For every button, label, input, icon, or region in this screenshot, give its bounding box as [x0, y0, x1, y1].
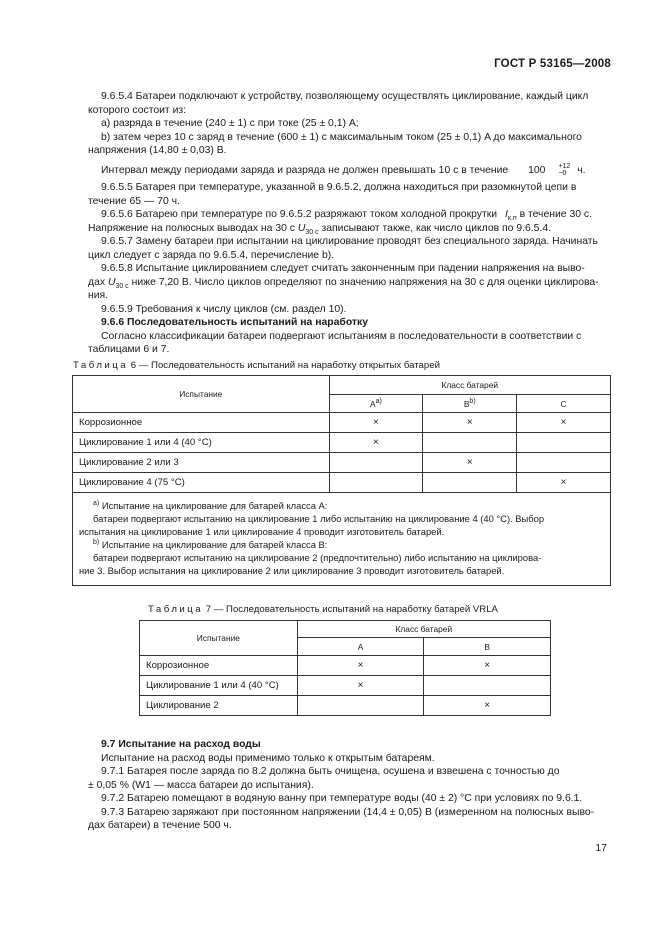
text-line: 9.6.5.6 Батарею при температуре по 9.6.5.2 разряжают током холодной прокрутки $I_{к.п}$ в течение 30 с. [101, 209, 592, 223]
table-row: Циклирование 2 × [140, 696, 551, 716]
table-7-caption: Таблица 7 — Последовательность испытаний на наработку батарей VRLA [148, 604, 498, 615]
text-line: 9.6.5.8 Испытание циклированием следует считать законченным при падении напряжения на выво- [101, 263, 585, 274]
text-line: напряжения (14,80 ± 0,03) В. [88, 145, 227, 156]
table-row: Циклирование 1 или 4 (40 °C) × [140, 676, 551, 696]
clause-9-7 [88, 738, 610, 833]
interval-statement [88, 163, 610, 177]
table-header-class-b: $B^{b)}$ [423, 395, 517, 413]
text-line: течение 65 — 70 ч. [88, 195, 180, 207]
interval-unit: ч. [577, 164, 586, 176]
section-heading: 9.6.6 Последовательность испытаний на наработку [101, 317, 368, 328]
clause-9-6-5-4 [88, 90, 610, 158]
text-line: которого состоит из: [88, 104, 187, 116]
text-line: 9.6.5.9 Требования к числу циклов (см. раздел 10). [101, 303, 347, 315]
text-line: дах батареи) в течение 500 ч. [88, 820, 232, 831]
table-header-class-c: C [517, 395, 611, 413]
table-6-footnotes: $^{a)}$ Испытание на циклирование для батарей класса А: батареи подвергают испытанию на циклирование 1 либо испытанию на циклирование 4 (40 °C). Выбор испытания на циклирование 1 или циклирование 4 проводит изготовитель батарей. $^{b)}$ Испытание на циклирование для батарей класса В: батареи подвергают испытанию на циклирование 2 (предпочтительно) либо испытанию на циклирова- ние 3. Выбор испытания на циклирование 2 или циклирование 3 проводит изготовитель батарей. [73, 493, 611, 586]
text-line: 9.6.5.4 Батареи подключают к устройству, позволяющему осуществлять циклирование, каждый цикл [101, 91, 589, 102]
text-line: цикл следует с заряда по 9.6.5.4, перечисление b). [88, 249, 335, 261]
table-6 [72, 375, 611, 586]
text-line: дах $U_{30 с}$ ниже 7,20 В. Число циклов определяют по значению напряжения на 30 с для оценки циклирова- [88, 276, 599, 290]
table-6-caption: Таблица 6 — Последовательность испытаний на наработку открытых батарей [73, 360, 440, 371]
text-line: Напряжение на полюсных выводах на 30 с $U_{30 с}$ записывают также, как число циклов по 9.6.5.4. [88, 222, 551, 236]
table-row: Циклирование 1 или 4 (40 °C) × [73, 433, 611, 453]
text-line: 9.7.2 Батарею помещают в водяную ванну при температуре воды (40 ± 2) °C при условиях по 9.6.1. [101, 793, 583, 804]
table-header-class: Класс батарей [329, 376, 610, 395]
table-row: Коррозионное × × [140, 656, 551, 676]
interval-text: Интервал между периодами заряда и разряда не должен превышать 10 с в течение [101, 164, 509, 176]
text-line: a) разряда в течение (240 ± 1) с при токе (25 ± 0,1) A; [101, 118, 359, 129]
text-line: Испытание на расход воды применимо только к открытым батареям. [101, 752, 435, 764]
text-line: ния. [88, 290, 109, 301]
text-line: таблицами 6 и 7. [88, 344, 170, 355]
table-header-class-a: A [297, 638, 424, 656]
text-line: Согласно классификации батареи подвергают испытаниям в последовательности в соответствии с [101, 330, 582, 342]
table-header-class-a: $A^{a)}$ [329, 395, 423, 413]
page-number: 17 [595, 842, 607, 854]
table-header-test: Испытание [73, 376, 330, 413]
text-line: 9.7.1 Батарея после заряда по 8.2 должна быть очищена, осушена и взвешена с точностью до [101, 766, 560, 777]
text-line: b) затем через 10 с заряд в течение (600 ± 1) с максимальным током (25 ± 0,1) A до максимального [101, 131, 582, 143]
section-heading: 9.7 Испытание на расход воды [101, 739, 261, 750]
text-line: 9.6.5.7 Замену батареи при испытании на циклирование проводят без специального заряда. Начинать [101, 236, 598, 247]
table-row: Коррозионное × × × [73, 413, 611, 433]
table-row: Циклирование 2 или 3 × [73, 453, 611, 473]
table-header-test: Испытание [140, 621, 298, 656]
text-line: 9.6.5.5 Батарея при температуре, указанной в 9.6.5.2, должна находиться при разомкнутой цепи в [101, 182, 577, 193]
table-7 [139, 620, 551, 716]
document-header: ГОСТ Р 53165—2008 [494, 58, 611, 70]
text-line: 9.7.3 Батарею заряжают при постоянном напряжении (14,4 ± 0,05) В (измеренном на полюсных выво- [101, 806, 595, 818]
table-row: Циклирование 4 (75 °C) × [73, 473, 611, 493]
text-line: ± 0,05 % (W1 — масса батареи до испытания). [88, 779, 314, 791]
table-header-class: Класс батарей [297, 621, 550, 638]
interval-value: 100 +12 −0 [528, 163, 571, 177]
table-header-class-b: B [424, 638, 551, 656]
clauses-9-6-5-5-to-9-6-6 [88, 181, 610, 357]
